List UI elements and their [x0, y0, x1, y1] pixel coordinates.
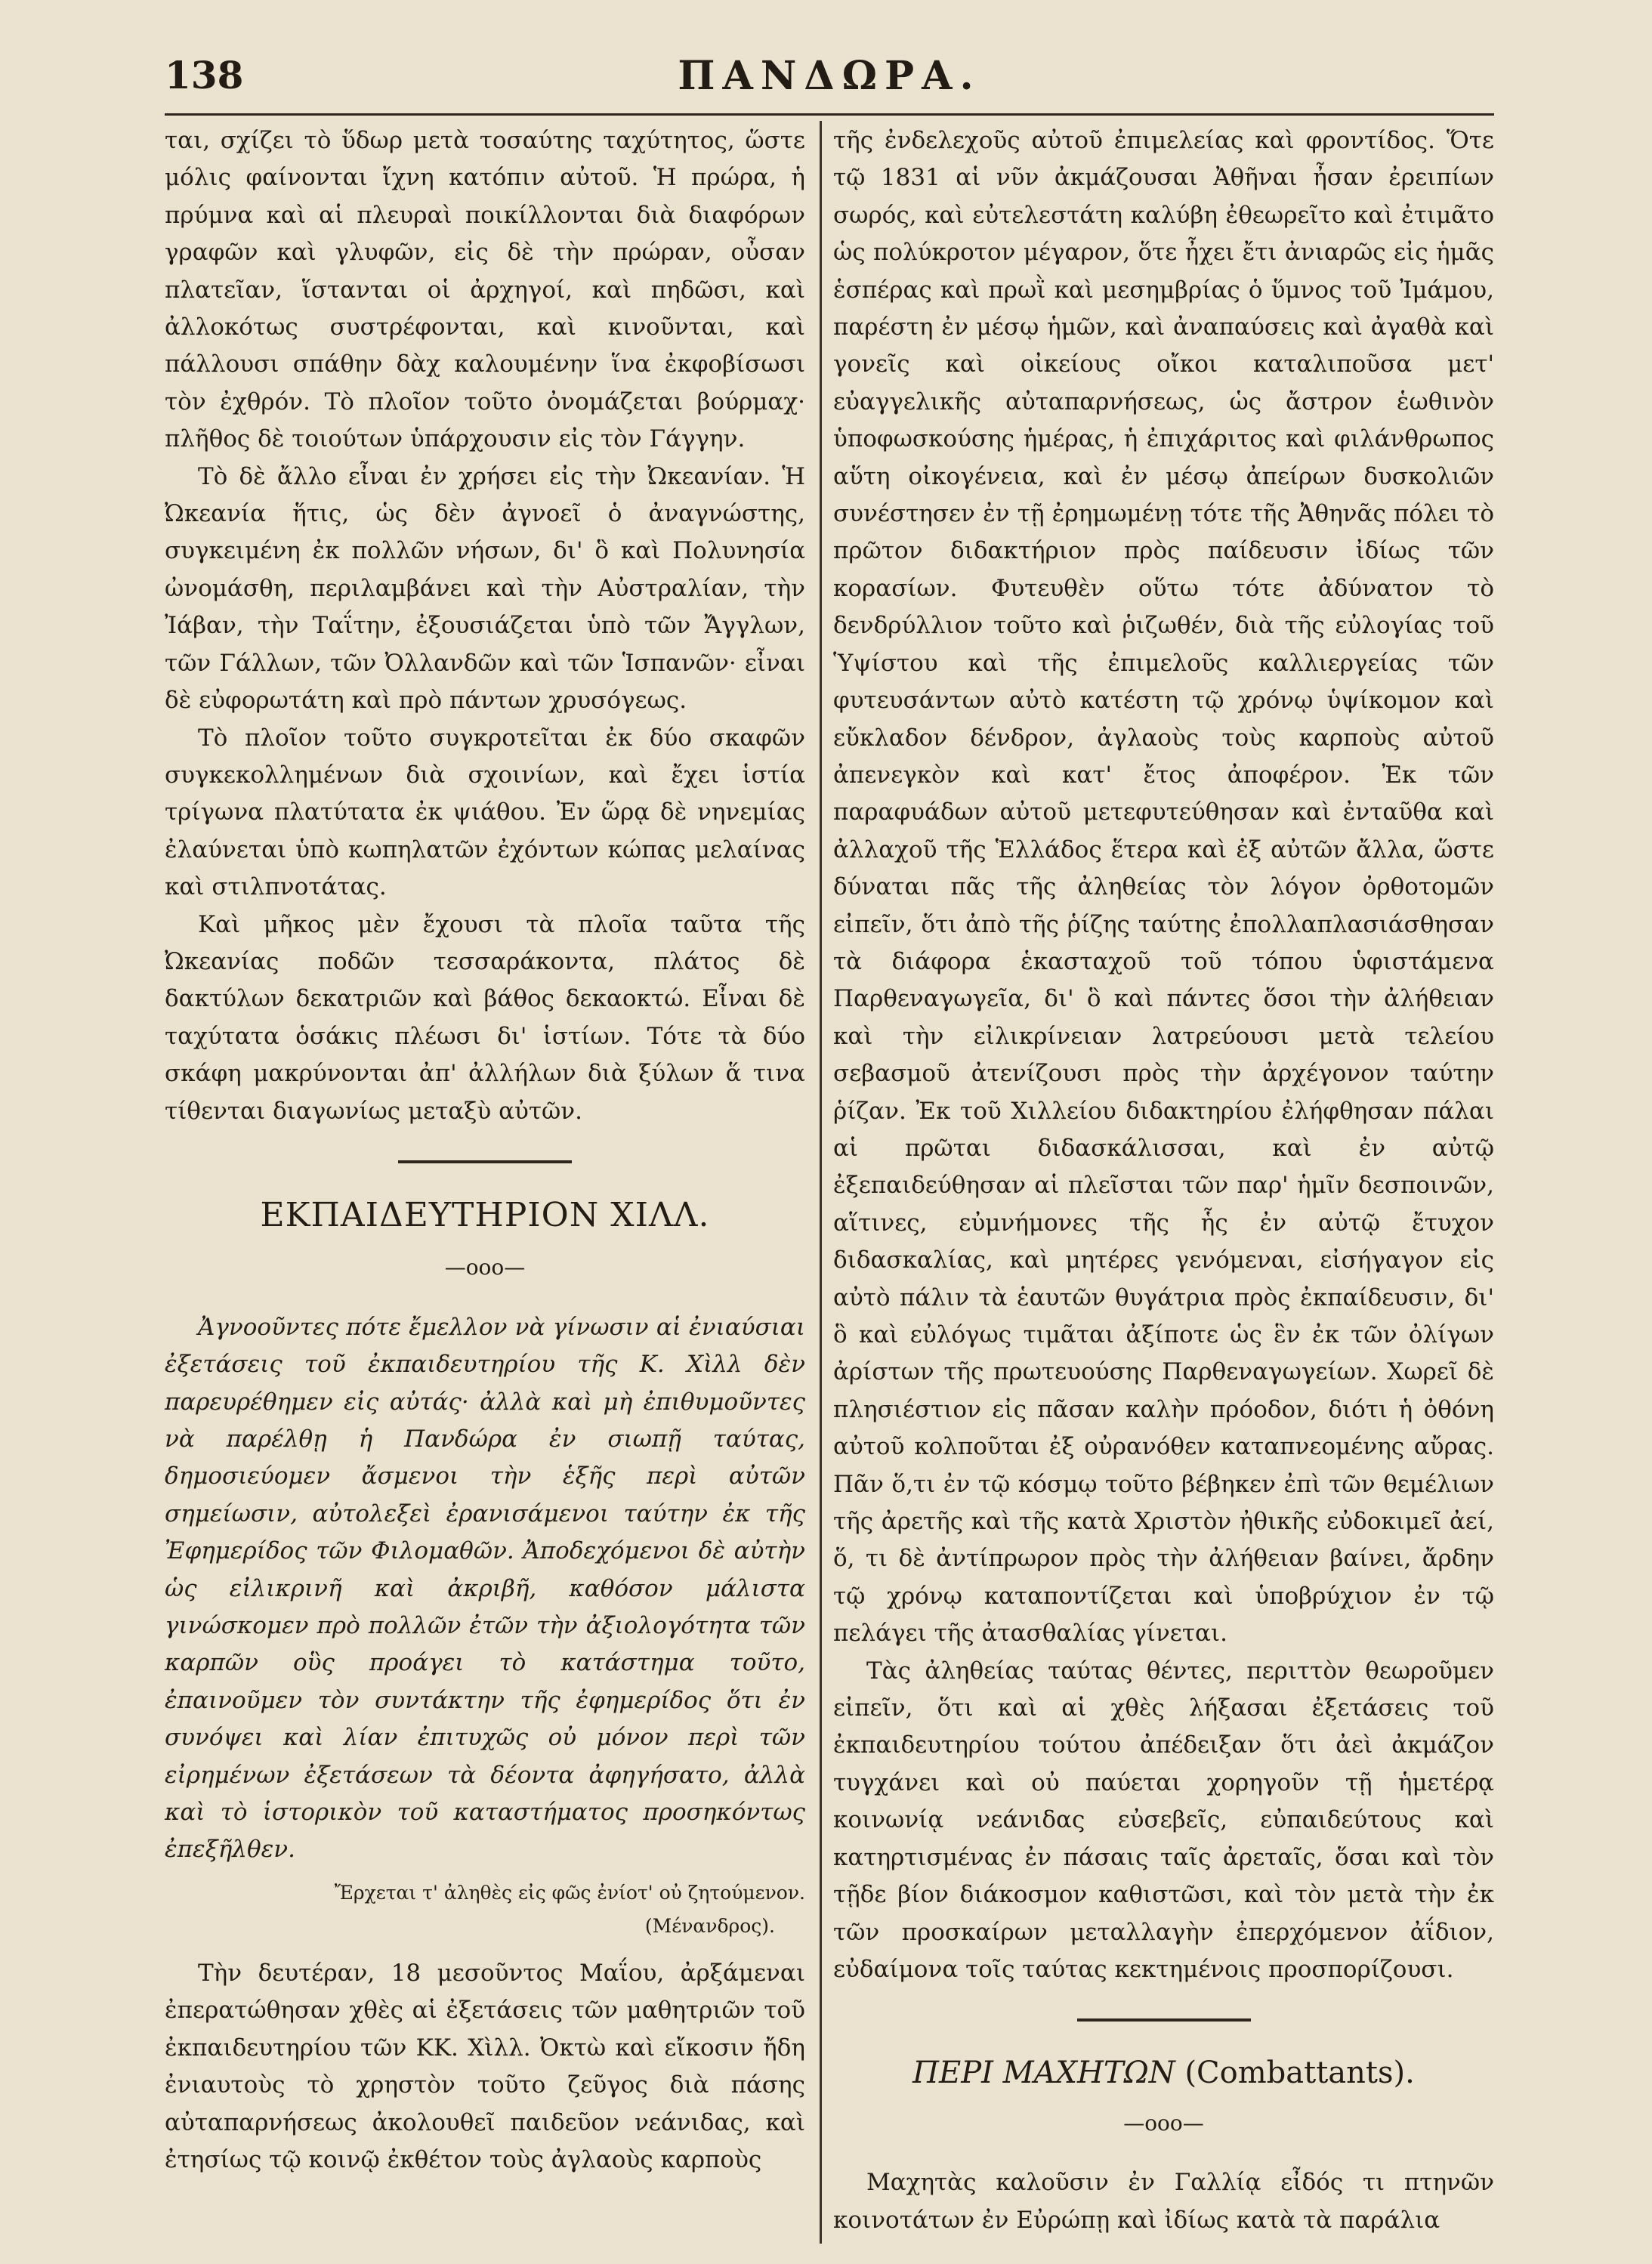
article-paragraph: ται, σχίζει τὸ ὕδωρ μετὰ τοσαύτης ταχύτητος, ὥστε μόλις φαίνονται ἴχνη κατόπιν αὐτοῦ. Ἡ πρώρα, ἡ πρύμνα καὶ αἱ πλευραὶ ποικίλλονται διὰ διαφόρων γραφῶν καὶ γλυφῶν, εἰς δὲ τὴν πρώραν, οὖσαν πλατεῖαν, ἵστανται οἱ ἀρχηγοί, καὶ πηδῶσι, καὶ ἀλλοκότως συστρέφονται, καὶ κινοῦνται, καὶ πάλλουσι σπάθην δὰχ καλουμένην ἵνα ἐκφοβίσωσι τὸν ἐχθρόν. Τὸ πλοῖον τοῦτο ὀνομάζεται βούρμαχ· πλῆθος δὲ τοιούτων ὑπάρχουσιν εἰς τὸν Γάγγην.: [165, 127, 805, 453]
section-title: [833, 2055, 1494, 2092]
article-paragraph: Μαχητὰς καλοῦσιν ἐν Γαλλίᾳ εἶδός τι πτηνῶν κοινοτάτων ἐν Εὐρώπῃ καὶ ἰδίως κατὰ τὰ παράλια: [833, 2169, 1494, 2234]
section-divider: [398, 1160, 572, 1163]
right-column: [833, 122, 1494, 2239]
article-paragraph: Τὴν δευτέραν, 18 μεσοῦντος Μαΐου, ἀρξάμεναι ἐπερατώθησαν χθὲς αἱ ἐξετάσεις τῶν μαθητριῶν τοῦ ἐκπαιδευτηρίου τῶν ΚΚ. Χὶλλ. Ὀκτὼ καὶ εἴκοσιν ἤδη ἐνιαυτοὺς τὸ χρηστὸν τοῦτο ζεῦγος διὰ πάσης αὐταπαρνήσεως ἀκολουθεῖ παιδεῦον νεάνιδας, καὶ ἐτησίως τῷ κοινῷ ἐκθέτον τοὺς ἀγλαοὺς καρποὺς: [165, 1959, 805, 2173]
page-number: 138: [165, 53, 244, 97]
running-title: ΠΑΝΔΩΡΑ.: [678, 53, 981, 99]
section-divider: [1077, 2018, 1251, 2022]
article-paragraph: Τὰς ἀληθείας ταύτας θέντες, περιττὸν θεωροῦμεν εἰπεῖν, ὅτι καὶ αἱ χθὲς λήξασαι ἐξετάσεις τοῦ ἐκπαιδευτηρίου τούτου ἀπέδειξαν ὅτι ἀεὶ ἀκμάζον τυγχάνει καὶ οὐ παύεται χορηγοῦν τῇ ἡμετέρᾳ κοινωνίᾳ νεάνιδας εὐσεβεῖς, εὐπαιδεύτους καὶ κατηρτισμένας ἐν πάσαις ταῖς ἀρεταῖς, ὅσαι καὶ τὸν τῇδε βίον διάκοσμον καθιστῶσι, καὶ τὸν μετὰ τὴν ἐκ τῶν προσκαίρων μεταλλαγὴν ἐπερχόμενον ἀΐδιον, εὐδαίμονα τοῖς ταύτας κεκτημένοις προσπορίζουσι.: [833, 1657, 1494, 1983]
epigraph-attribution: (Μένανδρος).: [644, 1914, 775, 1937]
section-title-greek: ΠΕΡΙ ΜΑΧΗΤΩΝ: [912, 2056, 1175, 2091]
left-column: [165, 122, 805, 2179]
article-paragraph: Τὸ πλοῖον τοῦτο συγκροτεῖται ἐκ δύο σκαφῶν συγκεκολλημένων διὰ σχοινίων, καὶ ἔχει ἱστία τρίγωνα πλατύτατα ἐκ ψιάθου. Ἐν ὥρᾳ δὲ νηνεμίας ἐλαύνεται ὑπὸ κωπηλατῶν ἐχόντων κώπας μελαίνας καὶ στιλπνοτάτας.: [165, 724, 805, 901]
section-ornament: —οοο—: [444, 1255, 526, 1280]
header-rule: [165, 113, 1494, 116]
section-title: ΕΚΠΑΙΔΕΥΤΗΡΙΟΝ ΧΙΛΛ.: [260, 1195, 710, 1234]
epigraph-quote: Ἔρχεται τ' ἀληθὲς εἰς φῶς ἐνίοτ' οὐ ζητούμενον.: [334, 1881, 805, 1904]
section-title-french: (Combattants).: [1184, 2056, 1415, 2091]
section-ornament: —οοο—: [1123, 2110, 1204, 2136]
article-paragraph: τῆς ἐνδελεχοῦς αὐτοῦ ἐπιμελείας καὶ φροντίδος. Ὅτε τῷ 1831 αἱ νῦν ἀκμάζουσαι Ἀθῆναι ἦσαν ἐρειπίων σωρός, καὶ εὐτελεστάτη καλύβη ἐθεωρεῖτο καὶ ἐτιμᾶτο ὡς πολύκροτον μέγαρον, ὅτε ἦχει ἔτι ἀνιαρῶς εἰς ἡμᾶς ἑσπέρας καὶ πρωῒ καὶ μεσημβρίας ὁ ὕμνος τοῦ Ἰμάμου, παρέστη ἐν μέσῳ ἡμῶν, καὶ ἀναπαύσεις καὶ ἀγαθὰ καὶ γονεῖς καὶ οἰκείους οἴκοι καταλιποῦσα μετ' εὐαγγελικῆς αὐταπαρνήσεως, ὡς ἄστρον ἑωθινὸν ὑποφωσκούσης ἡμέρας, ἡ ἐπιχάριτος καὶ φιλάνθρωπος αὕτη οἰκογένεια, καὶ ἐν μέσῳ ἀπείρων δυσκολιῶν συνέστησεν ἐν τῇ ἐρημωμένῃ τότε τῆς Ἀθηνᾶς πόλει τὸ πρῶτον διδακτήριον πρὸς παίδευσιν ἰδίως τῶν κορασίων. Φυτευθὲν οὕτω τότε ἀδύνατον τὸ δενδρύλλιον τοῦτο καὶ ῥιζωθέν, διὰ τῆς εὐλογίας τοῦ Ὑψίστου καὶ τῆς ἐπιμελοῦς καλλιεργείας τῶν φυτευσάντων αὐτὸ κατέστη τῷ χρόνῳ ὑψίκομον καὶ εὔκλαδον δένδρον, ἀγλαοὺς τοὺς καρποὺς αὐτοῦ ἀπενεγκὸν καὶ κατ' ἔτος ἀποφέρον. Ἐκ τῶν παραφυάδων αὐτοῦ μετεφυτεύθησαν καὶ ἐνταῦθα καὶ ἀλλαχοῦ τῆς Ἑλλάδος ἕτερα καὶ ἐξ αὐτῶν ἄλλα, ὥστε δύναται πᾶς τῆς ἀληθείας τὸν λόγον ὀρθοτομῶν εἰπεῖν, ὅτι ἀπὸ τῆς ῥίζης ταύτης ἐπολλαπλασιάσθησαν τὰ διάφορα ἑκασταχοῦ τοῦ τόπου ὑφιστάμενα Παρθεναγωγεῖα, δι' ὃ καὶ πάντες ὅσοι τὴν ἀλήθειαν καὶ τὴν εἰλικρίνειαν λατρεύουσι μετὰ τελείου σεβασμοῦ ἀτενίζουσι πρὸς τὴν ἀρχέγονον ταύτην ῥίζαν. Ἐκ τοῦ Χιλλείου διδακτηρίου ἐλήφθησαν πάλαι αἱ πρῶται διδασκάλισσαι, καὶ ἐν αὐτῷ ἐξεπαιδεύθησαν αἱ πλεῖσται τῶν παρ' ἡμῖν δεσποινῶν, αἵτινες, εὐμνήμονες τῆς ἧς ἐν αὐτῷ ἔτυχον διδασκαλίας, καὶ μητέρες γενόμεναι, εἰσήγαγον εἰς αὐτὸ πάλιν τὰ ἑαυτῶν θυγάτρια πρὸς ἐκπαίδευσιν, δι' ὃ καὶ εὐλόγως τιμᾶται ἀξίποτε ὡς ἓν ἐκ τῶν ὀλίγων ἀρίστων τῆς πρωτευούσης Παρθεναγωγείων. Χωρεῖ δὲ πλησιέστιον εἰς πᾶσαν καλὴν πρόοδον, διότι ἡ ὀθόνη αὐτοῦ κολποῦται ἐξ οὐρανόθεν καταπνεομένης αὔρας. Πᾶν ὅ,τι ἐν τῷ κόσμῳ τοῦτο βέβηκεν ἐπὶ τῶν θεμέλιων τῆς ἀρετῆς καὶ τῆς κατὰ Χριστὸν ἠθικῆς εὐδοκιμεῖ ἀεί, ὅ, τι δὲ ἀντίπρωρον πρὸς τὴν ἀλήθειαν βαίνει, ἄρδην τῷ χρόνῳ καταποντίζεται καὶ ὑποβρύχιον ἐν τῷ πελάγει τῆς ἀτασθαλίας γίνεται.: [833, 127, 1494, 1648]
editorial-intro: Ἀγνοοῦντες πότε ἔμελλον νὰ γίνωσιν αἱ ἐνιαύσιαι ἐξετάσεις τοῦ ἐκπαιδευτηρίου τῆς Κ. Χὶλλ δὲν παρευρέθημεν εἰς αὐτάς· ἀλλὰ καὶ μὴ ἐπιθυμοῦντες νὰ παρέλθῃ ἡ Πανδώρα ἐν σιωπῇ ταύτας, δημοσιεύομεν ἄσμενοι τὴν ἑξῆς περὶ αὐτῶν σημείωσιν, αὐτολεξεὶ ἐρανισάμενοι ταύτην ἐκ τῆς Ἐφημερίδος τῶν Φιλομαθῶν. Ἀποδεχόμενοι δὲ αὐτὴν ὡς εἰλικρινῆ καὶ ἀκριβῆ, καθόσον μάλιστα γινώσκομεν πρὸ πολλῶν ἐτῶν τὴν ἀξιολογότητα τῶν καρπῶν οὓς προάγει τὸ κατάστημα τοῦτο, ἐπαινοῦμεν τὸν συντάκτην τῆς ἐφημερίδος ὅτι ἐν συνόψει καὶ λίαν ἐπιτυχῶς οὐ μόνον περὶ τῶν εἰρημένων ἐξετάσεων τὰ δέοντα ἀφηγήσατο, ἀλλὰ καὶ τὸ ἱστορικὸν τοῦ καταστήματος προσηκόντως ἐπεξῆλθεν.: [165, 1313, 805, 1864]
article-paragraph: Καὶ μῆκος μὲν ἔχουσι τὰ πλοῖα ταῦτα τῆς Ὠκεανίας ποδῶν τεσσαράκοντα, πλάτος δὲ δακτύλων δεκατριῶν καὶ βάθος δεκαοκτώ. Εἶναι δὲ ταχύτατα ὁσάκις πλέωσι δι' ἱστίων. Τότε τὰ δύο σκάφη μακρύνονται ἀπ' ἀλλήλων διὰ ξύλων ἅ τινα τίθενται διαγωνίως μεταξὺ αὐτῶν.: [165, 910, 805, 1125]
column-divider: [820, 121, 822, 2244]
article-paragraph: Τὸ δὲ ἄλλο εἶναι ἐν χρήσει εἰς τὴν Ὠκεανίαν. Ἡ Ὠκεανία ἥτις, ὡς δὲν ἀγνοεῖ ὁ ἀναγνώστης, συγκειμένη ἐκ πολλῶν νήσων, δι' ὃ καὶ Πολυνησία ὠνομάσθη, περιλαμβάνει καὶ τὴν Αὐστραλίαν, τὴν Ἰάβαν, τὴν Ταΐτην, ἐξουσιάζεται ὑπὸ τῶν Ἄγγλων, τῶν Γάλλων, τῶν Ὀλλανδῶν καὶ τῶν Ἱσπανῶν· εἶναι δὲ εὐφορωτάτη καὶ πρὸ πάντων χρυσόγεως.: [165, 462, 805, 715]
page-header: [165, 53, 1494, 112]
